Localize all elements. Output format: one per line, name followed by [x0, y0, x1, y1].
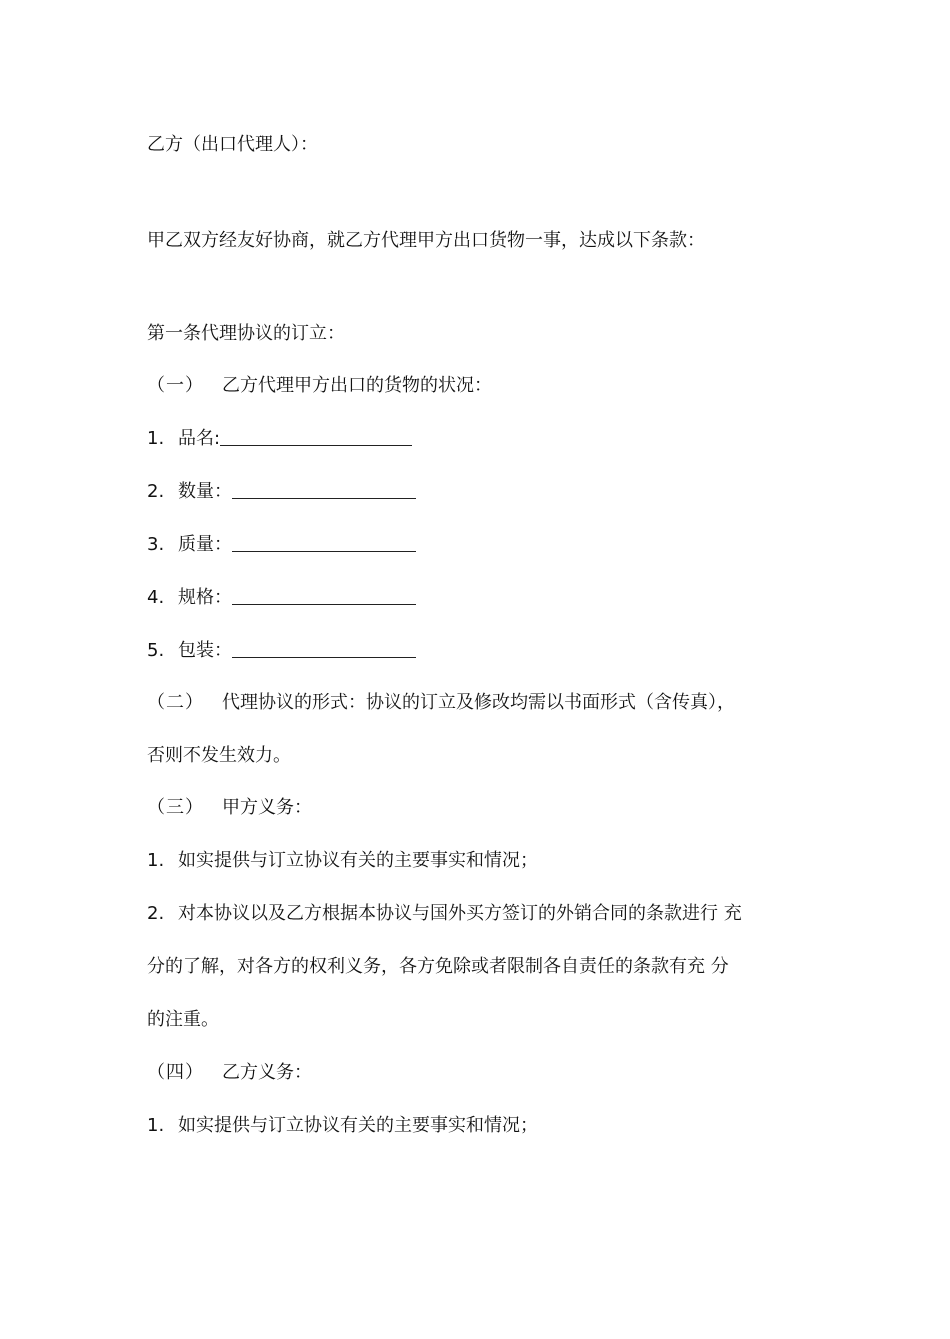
list-item-number: 2.	[147, 903, 165, 924]
goods-item-quality	[147, 533, 416, 557]
goods-item-quantity	[147, 480, 416, 504]
list-item-number: 1.	[147, 1115, 165, 1136]
goods-item-number: 4.	[147, 587, 165, 608]
section-3-item-1	[147, 849, 538, 873]
section-3-item-2-line1	[147, 902, 742, 926]
fill-in-blank-quality[interactable]	[232, 533, 416, 552]
section-4-item-1	[147, 1114, 538, 1138]
goods-item-label: 品名:	[178, 428, 221, 449]
fill-in-blank-spec[interactable]	[232, 586, 416, 605]
fill-in-blank-quantity[interactable]	[232, 480, 416, 499]
preamble	[147, 229, 705, 253]
goods-item-spec	[147, 586, 416, 610]
goods-item-label: 质量：	[178, 534, 232, 555]
list-item-text: 的注重。	[147, 1009, 219, 1030]
section-2-text-line2: 否则不发生效力。	[147, 745, 291, 766]
list-item-text: 分的了解，对各方的权利义务，各方免除或者限制各自责任的条款有充 分	[147, 956, 729, 977]
goods-item-packing	[147, 639, 416, 663]
goods-item-number: 2.	[147, 481, 165, 502]
section-3-number: （三）	[147, 797, 204, 818]
section-3-heading	[147, 796, 312, 820]
section-1-heading	[147, 374, 492, 398]
party-b-heading	[147, 133, 318, 157]
section-1-text: 乙方代理甲方出口的货物的状况：	[222, 375, 492, 396]
goods-item-label: 数量：	[178, 481, 232, 502]
goods-item-name	[147, 427, 412, 451]
article-1-title-text: 第一条代理协议的订立：	[147, 323, 345, 344]
section-2-heading	[147, 691, 735, 715]
section-3-item-2-line3	[147, 1008, 219, 1032]
goods-item-label: 规格：	[178, 587, 232, 608]
list-item-text: 如实提供与订立协议有关的主要事实和情况；	[178, 1115, 538, 1136]
goods-item-number: 1.	[147, 428, 165, 449]
article-1-title	[147, 322, 345, 346]
section-3-text: 甲方义务：	[222, 797, 312, 818]
list-item-number: 1.	[147, 850, 165, 871]
list-item-text: 如实提供与订立协议有关的主要事实和情况；	[178, 850, 538, 871]
goods-item-number: 5.	[147, 640, 165, 661]
section-2-number: （二）	[147, 692, 204, 713]
preamble-text: 甲乙双方经友好协商，就乙方代理甲方出口货物一事，达成以下条款：	[147, 230, 705, 251]
section-1-number: （一）	[147, 375, 204, 396]
list-item-text: 对本协议以及乙方根据本协议与国外买方签订的外销合同的条款进行 充	[178, 903, 742, 924]
section-2-continuation	[147, 744, 291, 768]
section-3-item-2-line2	[147, 955, 729, 979]
fill-in-blank-packing[interactable]	[232, 639, 416, 658]
fill-in-blank-name[interactable]	[220, 427, 412, 446]
goods-item-number: 3.	[147, 534, 165, 555]
section-2-text-line1: 代理协议的形式：协议的订立及修改均需以书面形式（含传真），	[222, 692, 735, 713]
section-4-text: 乙方义务：	[222, 1062, 312, 1083]
party-b-text: 乙方（出口代理人）：	[147, 134, 318, 155]
section-4-heading	[147, 1061, 312, 1085]
section-4-number: （四）	[147, 1062, 204, 1083]
goods-item-label: 包装：	[178, 640, 232, 661]
